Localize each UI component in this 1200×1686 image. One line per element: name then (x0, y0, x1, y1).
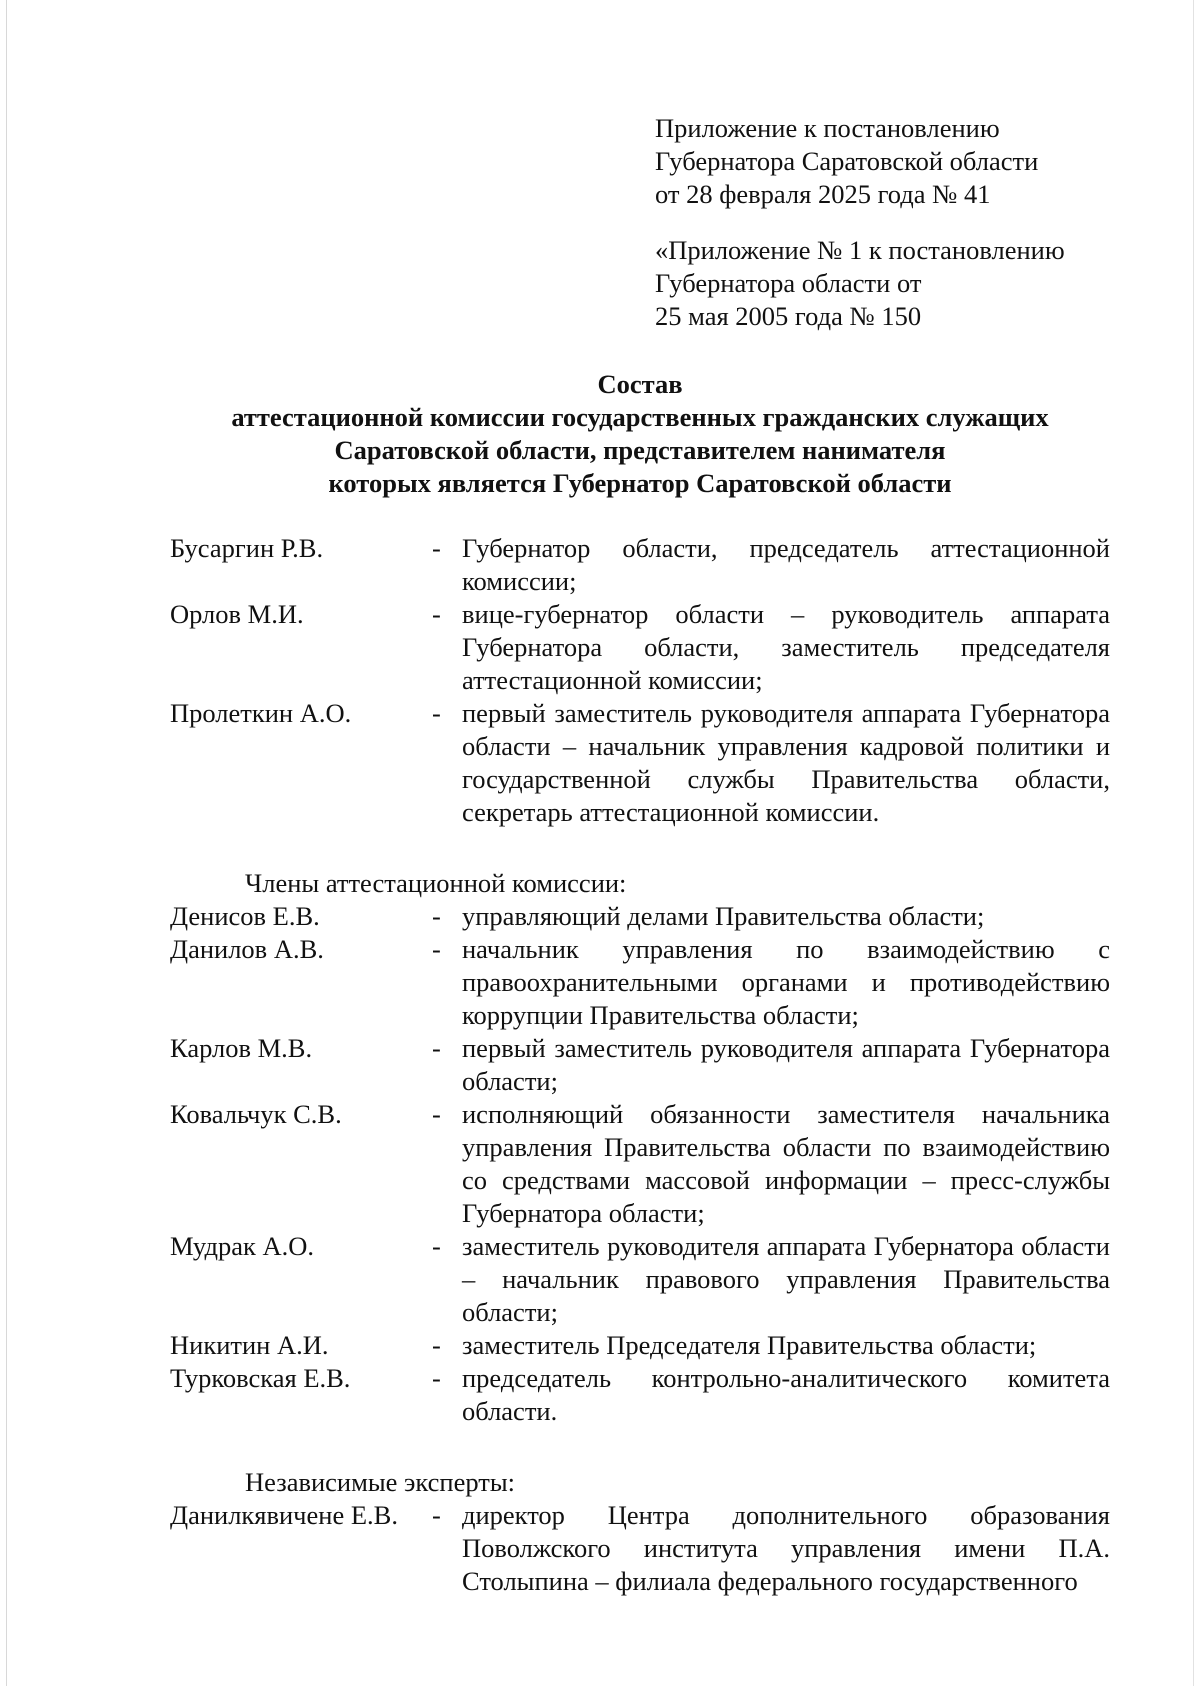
list-item (170, 1329, 1110, 1362)
member-role: первый заместитель руководителя аппарата Губернатора области – начальник управления кадровой политики и государственной службы Правительства области, секретарь аттестационной комиссии. (462, 698, 1110, 827)
list-item (170, 1032, 1110, 1098)
member-role: директор Центра дополнительного образования Поволжского института управления имени П.А. Столыпина – филиала федерального государственного (462, 1500, 1110, 1596)
quote-line-1: «Приложение № 1 к постановлению (655, 235, 1065, 265)
list-item (170, 697, 1110, 829)
header-line-3: от 28 февраля 2025 года № 41 (655, 179, 991, 209)
member-dash: - (432, 1231, 441, 1261)
member-dash: - (432, 1099, 441, 1129)
member-name: Бусаргин Р.В. (170, 533, 324, 563)
list-item (170, 532, 1110, 598)
header-line-1: Приложение к постановлению (655, 113, 1000, 143)
member-name: Орлов М.И. (170, 599, 304, 629)
experts-heading: Независимые эксперты: (245, 1467, 515, 1497)
member-dash: - (432, 533, 441, 563)
member-dash: - (432, 1363, 441, 1393)
member-role: Губернатор области, председатель аттестационной комиссии; (462, 533, 1110, 596)
member-dash: - (432, 1330, 441, 1360)
title-line-3: Саратовской области, представителем нанимателя (334, 435, 946, 465)
list-item (170, 1098, 1110, 1230)
quote-line-3: 25 мая 2005 года № 150 (655, 301, 922, 331)
list-item (170, 1230, 1110, 1329)
commission-list (170, 532, 1110, 1598)
member-role: заместитель Председателя Правительства области; (462, 1330, 1037, 1360)
member-role: председатель контрольно-аналитического комитета области. (462, 1363, 1110, 1426)
member-role: исполняющий обязанности заместителя начальника управления Правительства области по взаимодействию со средствами массовой информации – пресс-службы Губернатора области; (462, 1099, 1110, 1228)
list-item (170, 900, 1110, 933)
quote-line-2: Губернатора области от (655, 268, 922, 298)
members-heading: Члены аттестационной комиссии: (245, 868, 627, 898)
member-name: Карлов М.В. (170, 1033, 313, 1063)
title-line-1: Состав (597, 369, 683, 399)
list-item (170, 1362, 1110, 1428)
member-name: Данилов А.В. (170, 934, 324, 964)
member-name: Турковская Е.В. (170, 1363, 351, 1393)
member-dash: - (432, 698, 441, 728)
member-role: первый заместитель руководителя аппарата Губернатора области; (462, 1033, 1110, 1096)
member-name: Ковальчук С.В. (170, 1099, 342, 1129)
member-dash: - (432, 1033, 441, 1063)
member-role: начальник управления по взаимодействию с правоохранительными органами и противодействию коррупции Правительства области; (462, 934, 1110, 1030)
member-name: Денисов Е.В. (170, 901, 320, 931)
member-dash: - (432, 934, 441, 964)
list-item (170, 933, 1110, 1032)
member-name: Пролеткин А.О. (170, 698, 352, 728)
member-dash: - (432, 901, 441, 931)
title-line-2: аттестационной комиссии государственных гражданских служащих (231, 402, 1049, 432)
member-role: управляющий делами Правительства области; (462, 901, 985, 931)
member-name: Мудрак А.О. (170, 1231, 315, 1261)
list-item (170, 1499, 1110, 1598)
header-line-2: Губернатора Саратовской области (655, 146, 1039, 176)
title-line-4: которых является Губернатор Саратовской области (328, 468, 952, 498)
member-role: заместитель руководителя аппарата Губернатора области – начальник правового управления Правительства области; (462, 1231, 1110, 1327)
list-item (170, 598, 1110, 697)
document-title (100, 368, 1180, 500)
appendix-header (655, 112, 1065, 333)
member-name: Никитин А.И. (170, 1330, 329, 1360)
member-dash: - (432, 599, 441, 629)
member-role: вице-губернатор области – руководитель аппарата Губернатора области, заместитель председателя аттестационной комиссии; (462, 599, 1110, 695)
member-dash: - (432, 1500, 441, 1530)
member-name: Данилкявичене Е.В. (170, 1500, 398, 1530)
